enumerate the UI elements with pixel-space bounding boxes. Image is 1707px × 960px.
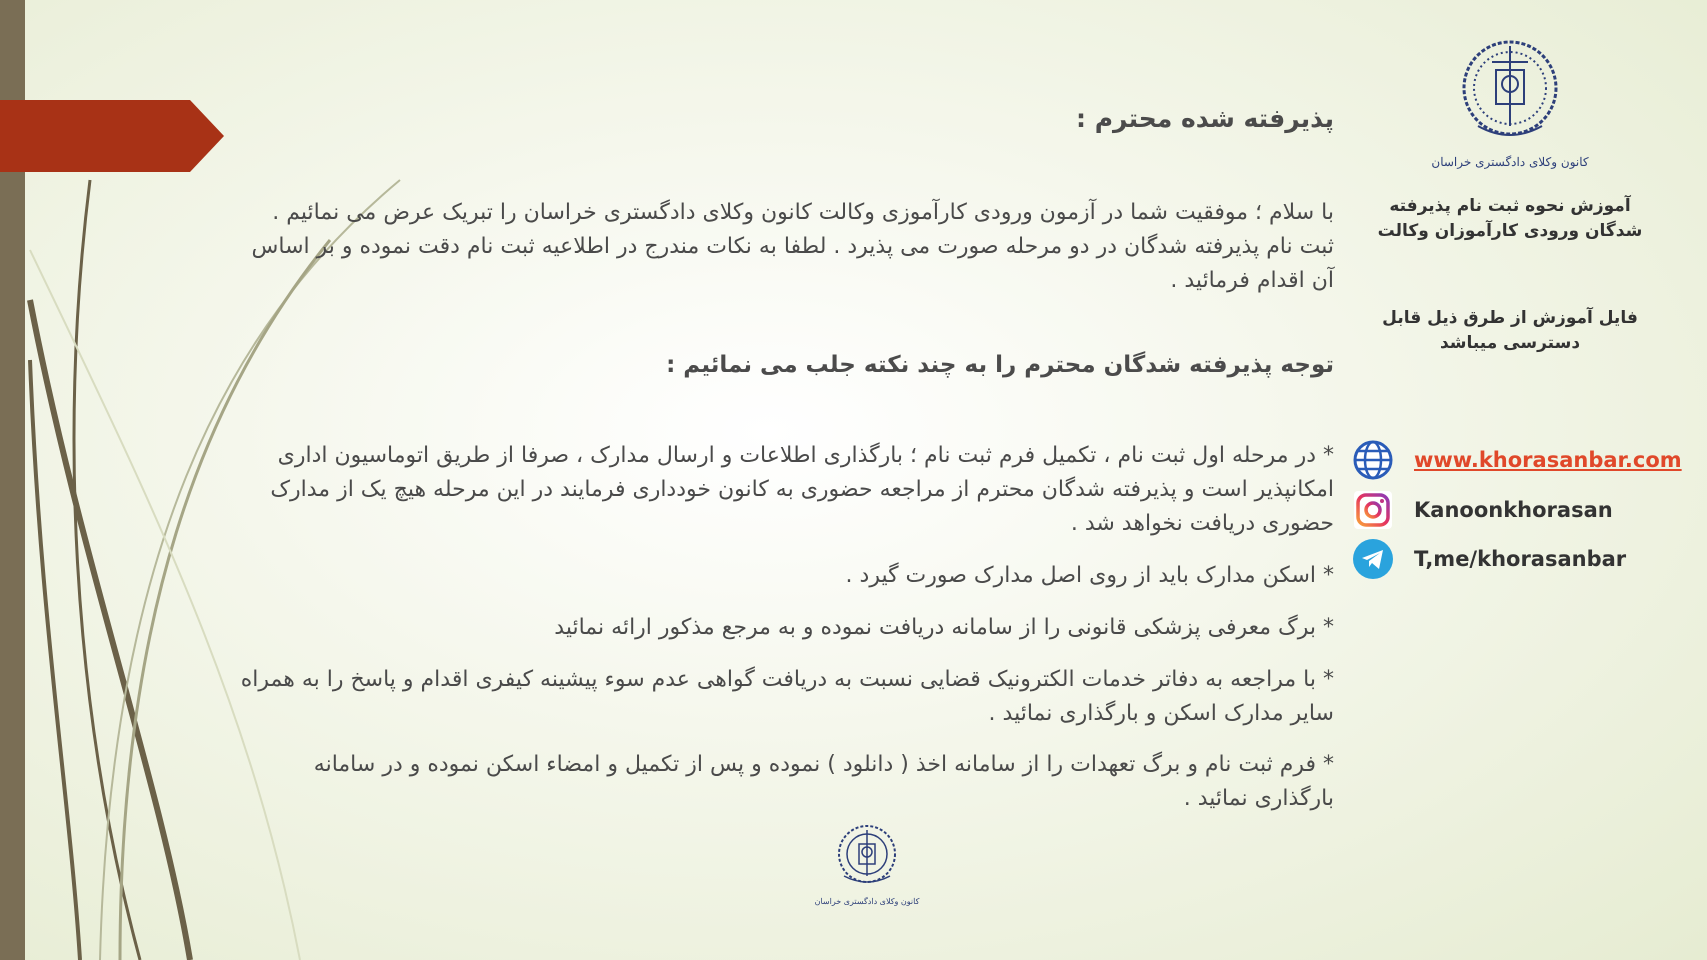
logo-caption-small: کانون وکلای دادگستری خراسان: [814, 897, 920, 906]
globe-icon: [1352, 439, 1394, 481]
sidebar-subtitle: فایل آموزش از طرق ذیل قابل دسترسی میباشد: [1382, 308, 1638, 353]
bar-association-logo: [1431, 26, 1589, 176]
bar-association-logo-small: [814, 818, 920, 910]
instagram-icon: [1352, 489, 1394, 531]
instagram-handle: Kanoonkhorasan: [1414, 498, 1613, 522]
note-item: * با مراجعه به دفاتر خدمات الکترونیک قضایی نسبت به دریافت گواهی عدم سوء پیشینه کیفری اقدام و پاسخ را به همراه سایر مدارک اسکن و بارگذاری نمائید .: [240, 667, 1334, 726]
page-heading: پذیرفته شده محترم :: [1076, 104, 1334, 133]
note-item: * برگ معرفی پزشکی قانونی را از سامانه دریافت نموده و به مرجع مذکور ارائه نمائید: [554, 615, 1334, 640]
contact-website[interactable]: [1352, 438, 1682, 482]
attention-heading: توجه پذیرفته شدگان محترم را به چند نکته جلب می نمائیم :: [666, 352, 1334, 378]
note-item: * فرم ثبت نام و برگ تعهدات را از سامانه اخذ ( دانلود ) نموده و پس از تکمیل و امضاء اسکن نموده و در سامانه بارگذاری نمائید .: [313, 752, 1334, 811]
logo-caption: کانون وکلای دادگستری خراسان: [1431, 155, 1589, 169]
telegram-handle: T,me/khorasanbar: [1414, 547, 1627, 571]
intro-paragraph: با سلام ؛ موفقیت شما در آزمون ورودی کارآموزی وکالت کانون وکلای دادگستری خراسان را تبریک عرض می نمائیم . ثبت نام پذیرفته شدگان در دو مرحله صورت می پذیرد . لطفا به نکات مندرج در اطلاعیه ثبت نام دقت نموده و بر اساس آن اقدام فرمائید .: [251, 200, 1334, 293]
contact-telegram[interactable]: [1352, 537, 1626, 581]
website-link[interactable]: www.khorasanbar.com: [1414, 448, 1682, 472]
red-arrow-banner: [0, 100, 224, 172]
note-item: * اسکن مدارک باید از روی اصل مدارک صورت گیرد .: [845, 563, 1334, 588]
contact-instagram[interactable]: [1352, 488, 1613, 532]
sidebar-title: آموزش نحوه ثبت نام پذیرفته شدگان ورودی کارآموزان وکالت: [1377, 196, 1643, 241]
telegram-icon: [1352, 538, 1394, 580]
note-item: * در مرحله اول ثبت نام ، تکمیل فرم ثبت نام ؛ بارگذاری اطلاعات و ارسال مدارک ، صرفا از طریق اتوماسیون اداری امکانپذیر است و پذیرفته شدگان محترم از مراجعه حضوری به کانون خودداری فرمایند در این مرحله هیچ یک از مدارک حضوری دریافت نخواهد شد .: [270, 443, 1334, 536]
